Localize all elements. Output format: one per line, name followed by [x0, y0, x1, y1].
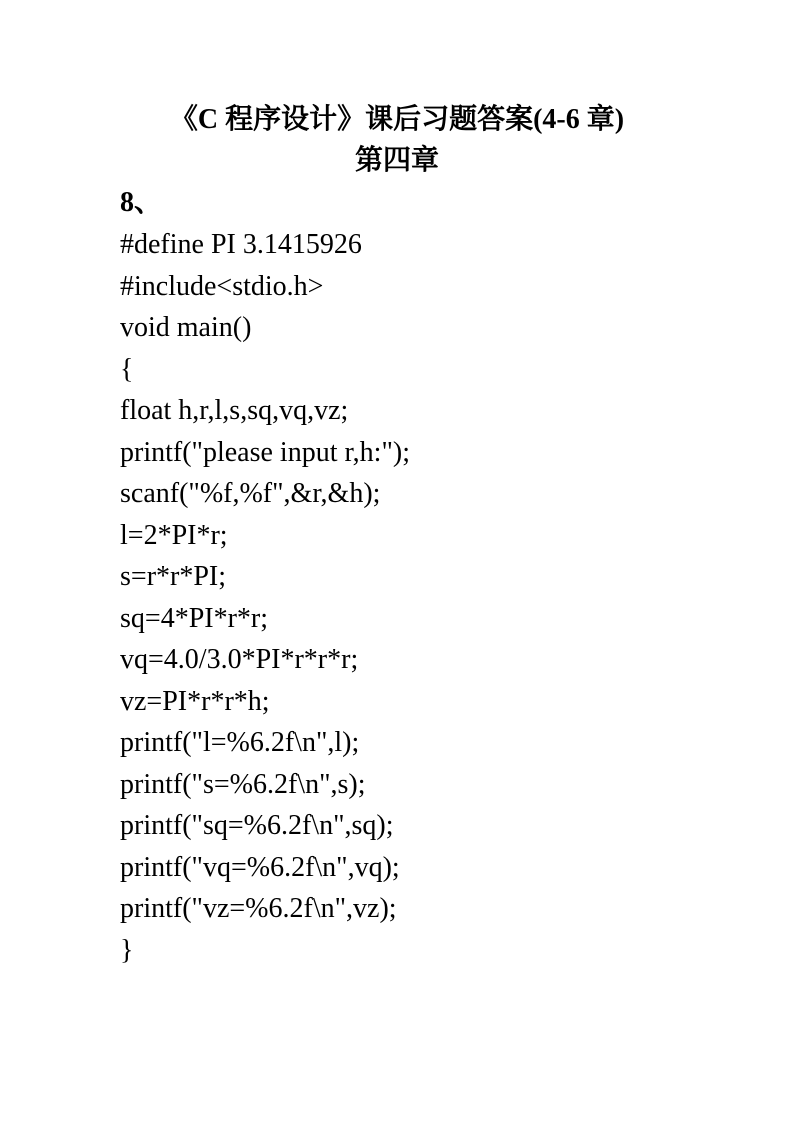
code-line: } [120, 934, 134, 966]
code-line: #define PI 3.1415926 [120, 229, 362, 260]
code-line: printf("s=%6.2f\n",s); [120, 768, 366, 800]
code-line: sq=4*PI*r*r; [120, 602, 269, 634]
code-listing [120, 224, 760, 971]
problem-number: 8、 [120, 187, 163, 218]
code-line: vq=4.0/3.0*PI*r*r*r; [120, 644, 359, 675]
document-title: 《C 程序设计》课后习题答案(4-6 章) [169, 104, 625, 135]
code-line: printf("vz=%6.2f\n",vz); [120, 893, 397, 924]
code-line: l=2*PI*r; [120, 519, 228, 551]
code-line: vz=PI*r*r*h; [120, 685, 270, 717]
code-line: printf("vq=%6.2f\n",vq); [120, 851, 400, 883]
code-line: float h,r,l,s,sq,vq,vz; [120, 395, 349, 426]
code-line: printf("sq=%6.2f\n",sq); [120, 810, 394, 841]
code-line: s=r*r*PI; [120, 561, 227, 592]
chapter-heading: 第四章 [354, 145, 439, 176]
code-line: #include<stdio.h> [120, 270, 324, 302]
code-line: printf("please input r,h:"); [120, 436, 410, 468]
code-line: scanf("%f,%f",&r,&h); [120, 478, 381, 509]
code-line: printf("l=%6.2f\n",l); [120, 727, 360, 758]
code-line: { [120, 353, 134, 385]
code-line: void main() [120, 312, 252, 343]
